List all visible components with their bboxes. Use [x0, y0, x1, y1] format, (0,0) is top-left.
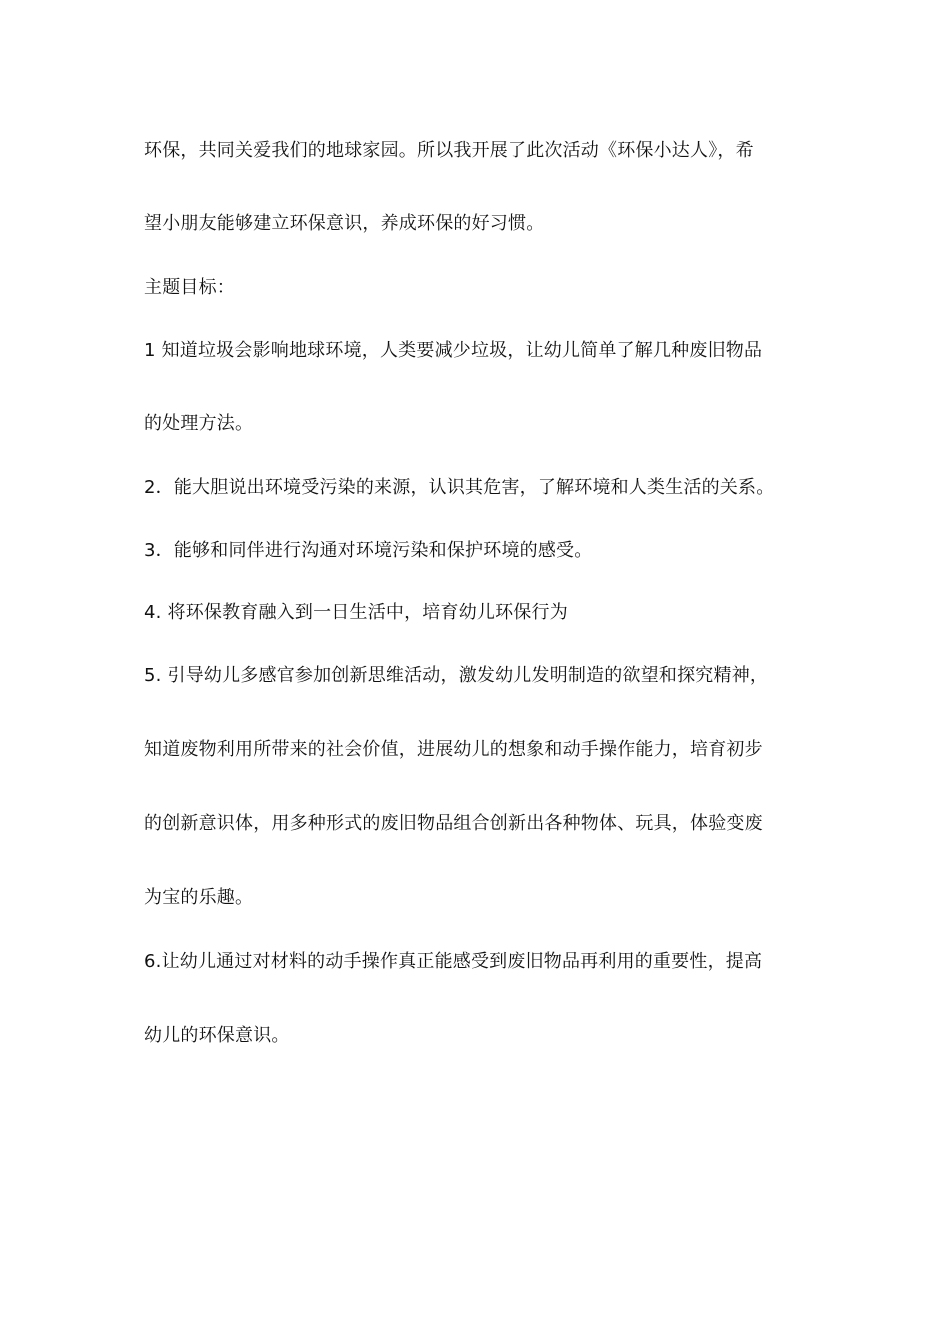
goal-2: 2．能大胆说出环境受污染的来源，认识其危害，了解环境和人类生活的关系。 — [144, 477, 775, 498]
section-heading-goals: 主题目标： — [144, 277, 235, 298]
goal-6-line-2: 幼儿的环保意识。 — [144, 1025, 290, 1046]
paragraph-intro-line-1: 环保，共同关爱我们的地球家园。所以我开展了此次活动《环保小达人》，希 — [144, 140, 754, 161]
goal-5-line-1: 5. 引导幼儿多感官参加创新思维活动，激发幼儿发明制造的欲望和探究精神， — [144, 665, 769, 686]
goal-4: 4. 将环保教育融入到一日生活中，培育幼儿环保行为 — [144, 602, 568, 623]
goal-6-line-1: 6.让幼儿通过对材料的动手操作真正能感受到废旧物品再利用的重要性，提高 — [144, 951, 763, 972]
paragraph-intro-line-2: 望小朋友能够建立环保意识，养成环保的好习惯。 — [144, 213, 545, 234]
goal-5-line-2: 知道废物利用所带来的社会价值，进展幼儿的想象和动手操作能力，培育初步 — [144, 739, 763, 760]
goal-1-line-2: 的处理方法。 — [144, 413, 254, 434]
goal-1-line-1: 1 知道垃圾会影响地球环境，人类要减少垃圾，让幼儿简单了解几种废旧物品 — [144, 340, 763, 361]
goal-5-line-3: 的创新意识体，用多种形式的废旧物品组合创新出各种物体、玩具，体验变废 — [144, 813, 763, 834]
goal-3: 3．能够和同伴进行沟通对环境污染和保护环境的感受。 — [144, 540, 593, 561]
goal-5-line-4: 为宝的乐趣。 — [144, 887, 254, 908]
